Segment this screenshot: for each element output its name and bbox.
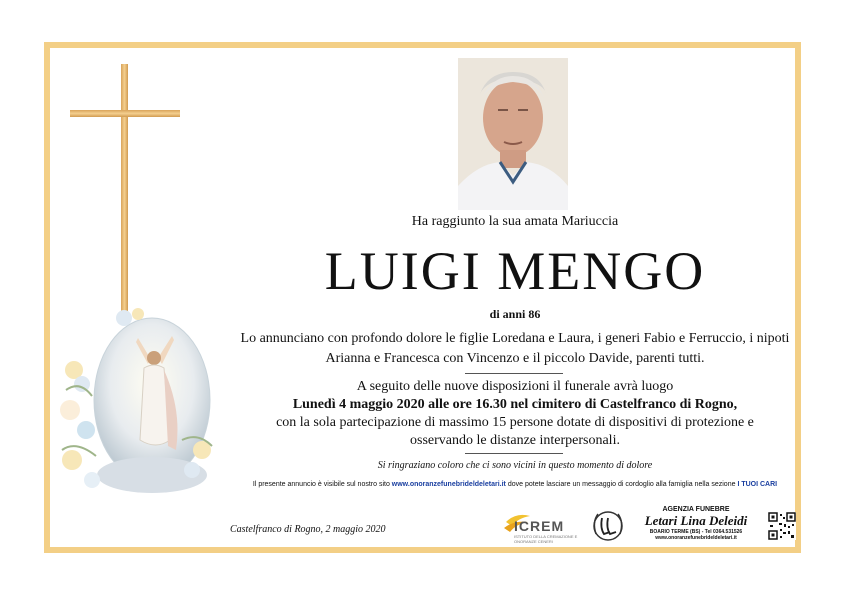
agency-block [630,506,762,541]
agency-label: AGENZIA FUNEBRE [662,506,730,513]
ll-monogram-logo [590,508,626,544]
place-date: Castelfranco di Rogno, 2 maggio 2020 [230,524,386,535]
announcement [230,329,800,369]
agency-website[interactable]: www.onoranzefunebrideldeletari.it [655,535,737,541]
website-middle: dove potete lasciare un messaggio di cordoglio alla famiglia nella sezione [507,481,736,488]
funeral-date-line: Lunedì 4 maggio 2020 alle ore 16.30 nel cimitero di Castelfranco di Rogno, [292,397,738,412]
funeral-line: osservando le distanze interpersonali. [410,433,620,448]
icrem-subtitle: ISTITUTO DELLA CREMAZIONE E ONORANZE CENERI [514,534,578,544]
intro-line: Ha raggiunto la sua amata Mariuccia [411,214,619,229]
icrem-word: ICREM [514,518,565,534]
cross-icon [121,64,128,314]
announcement-line: Arianna e Francesca con Vincenzo e il piccolo Davide, parenti tutti. [325,351,705,366]
agency-name: Letari Lina Deleidi [644,513,748,528]
website-prefix: Il presente annuncio è visibile sul nostro sito [252,481,390,488]
website-section-link[interactable]: I TUOI CARI [737,481,778,488]
announcement-line: Lo annunciano con profondo dolore le figlie Loredana e Laura, i generi Fabio e Ferruccio, i nipoti [240,331,790,346]
resurrection-image [52,300,222,540]
agency-contact: BOARIO TERME (BS) - Tel 0364.531526 [649,529,743,535]
age-line: di anni 86 [489,307,541,321]
funeral-details [230,378,800,450]
website-notice [230,481,800,488]
funeral-line: A seguito delle nuove disposizioni il funerale avrà luogo [356,379,674,394]
portrait-photo [458,58,568,210]
funeral-line: con la sola partecipazione di massimo 15 persone dotate di dispositivi di protezione e [276,415,754,430]
website-link[interactable]: www.onoranzefunebrideldeletari.it [391,481,506,488]
cross-icon-arm [70,110,180,117]
icrem-logo [500,508,586,542]
deceased-name: LUIGI MENGO [324,241,706,301]
divider [465,373,563,374]
qr-code [768,512,796,540]
thanks-line: Si ringraziano coloro che ci sono vicini in questo momento di dolore [377,460,653,471]
divider [465,453,563,454]
